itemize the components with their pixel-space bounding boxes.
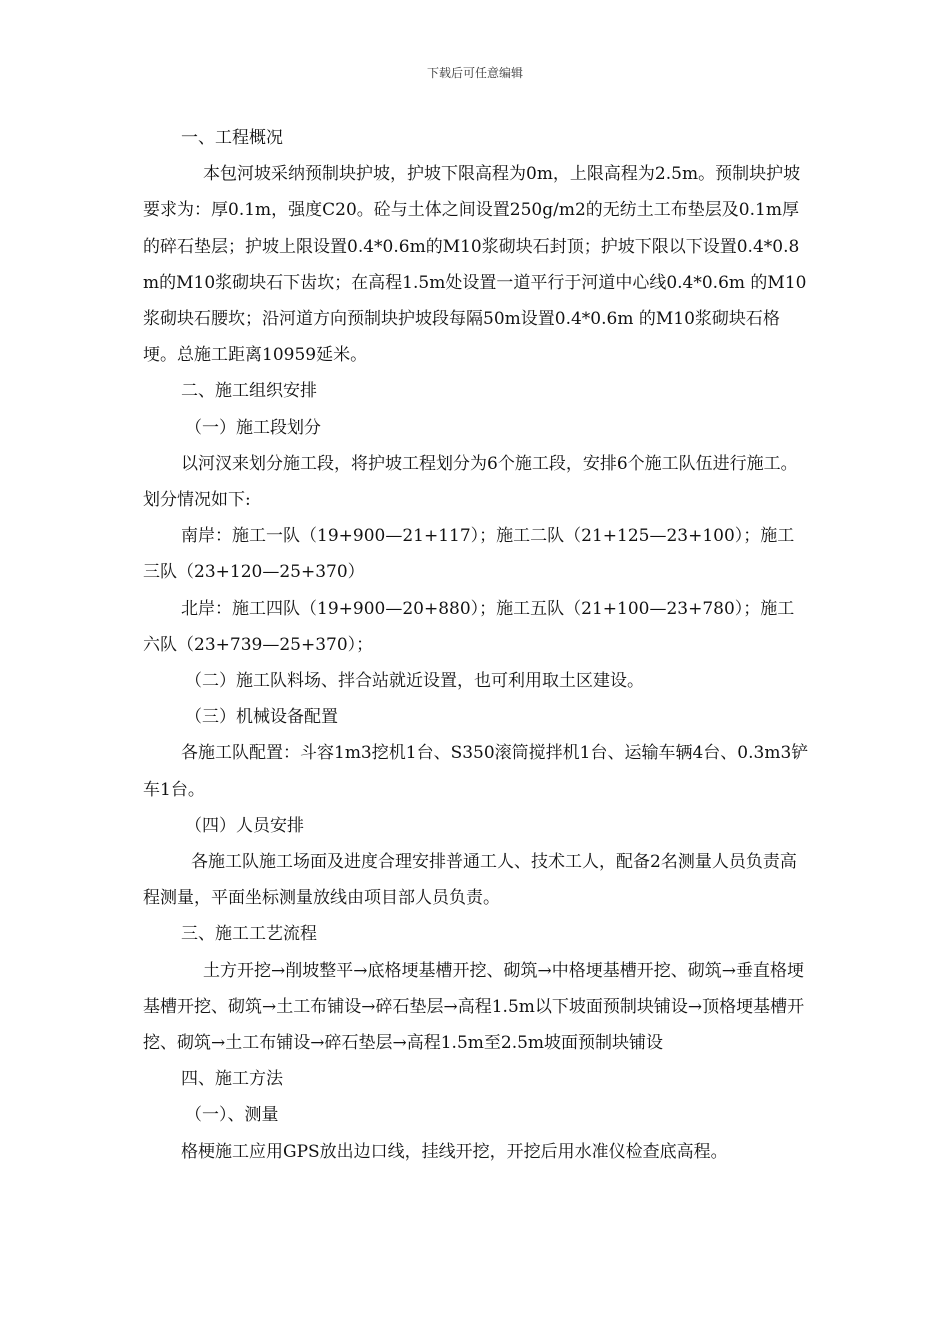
section-heading-methods: 四、施工方法 [181, 1069, 283, 1090]
section-heading-process: 三、施工工艺流程 [181, 924, 317, 945]
subheading-personnel: （四）人员安排 [185, 815, 304, 836]
subheading-segments: （一）施工段划分 [185, 417, 321, 438]
paragraph-overview: 本包河坡采纳预制块护坡，护坡下限高程为0m，上限高程为2.5m。预制块护坡要求为：厚0.1m，强度C20。砼与土体之间设置250g/m2的无纺土工布垫层及0.1m厚的碎石垫层；护坡上限设置0.4*0.6m的M10浆砌块石封顶；护坡下限以下设置0.4*0.8m的M10浆砌块石下齿坎；在高程1.5m处设置一道平行于河道中心线0.4*0.6m 的M10浆砌块石腰坎；沿河道方向预制块护坡段每隔50m设置0.4*0.6m 的M10浆砌块石格埂。总施工距离10959延米。 [143, 164, 807, 366]
document-body [143, 120, 809, 1170]
paragraph-machinery: 各施工队配置：斗容1m3挖机1台、S350滚筒搅拌机1台、运输车辆4台、0.3m3铲车1台。 [143, 743, 809, 800]
paragraph-process: 土方开挖→削坡整平→底格埂基槽开挖、砌筑→中格埂基槽开挖、砌筑→垂直格埂基槽开挖、砌筑→土工布铺设→碎石垫层→高程1.5m以下坡面预制块铺设→顶格埂基槽开挖、砌筑→土工布铺设→碎石垫层→高程1.5m至2.5m坡面预制块铺设 [143, 960, 805, 1054]
subheading-machinery: （三）机械设备配置 [185, 707, 338, 728]
paragraph-survey: 格梗施工应用GPS放出边口线，挂线开挖，开挖后用水准仪检查底高程。 [181, 1141, 728, 1162]
paragraph-south-bank: 南岸：施工一队（19+900—21+117）；施工二队（21+125—23+100）；施工三队（23+120—25+370） [143, 526, 795, 583]
section-heading-organization: 二、施工组织安排 [181, 381, 317, 402]
subheading-material-yard: （二）施工队料场、拌合站就近设置，也可利用取土区建设。 [185, 671, 644, 692]
subheading-survey: （一）、测量 [185, 1105, 279, 1126]
page-header: 下载后可任意编辑 [426, 66, 523, 80]
section-heading-overview: 一、工程概况 [181, 128, 283, 148]
paragraph-segments: 以河汊来划分施工段，将护坡工程划分为6个施工段，安排6个施工队伍进行施工。划分情况如下: [143, 453, 798, 511]
paragraph-north-bank: 北岸：施工四队（19+900—20+880）；施工五队（21+100—23+780）；施工六队（23+739—25+370）； [143, 598, 795, 655]
paragraph-personnel: 各施工队施工场面及进度合理安排普通工人、技术工人，配备2名测量人员负责高程测量，平面坐标测量放线由项目部人员负责。 [143, 852, 797, 909]
